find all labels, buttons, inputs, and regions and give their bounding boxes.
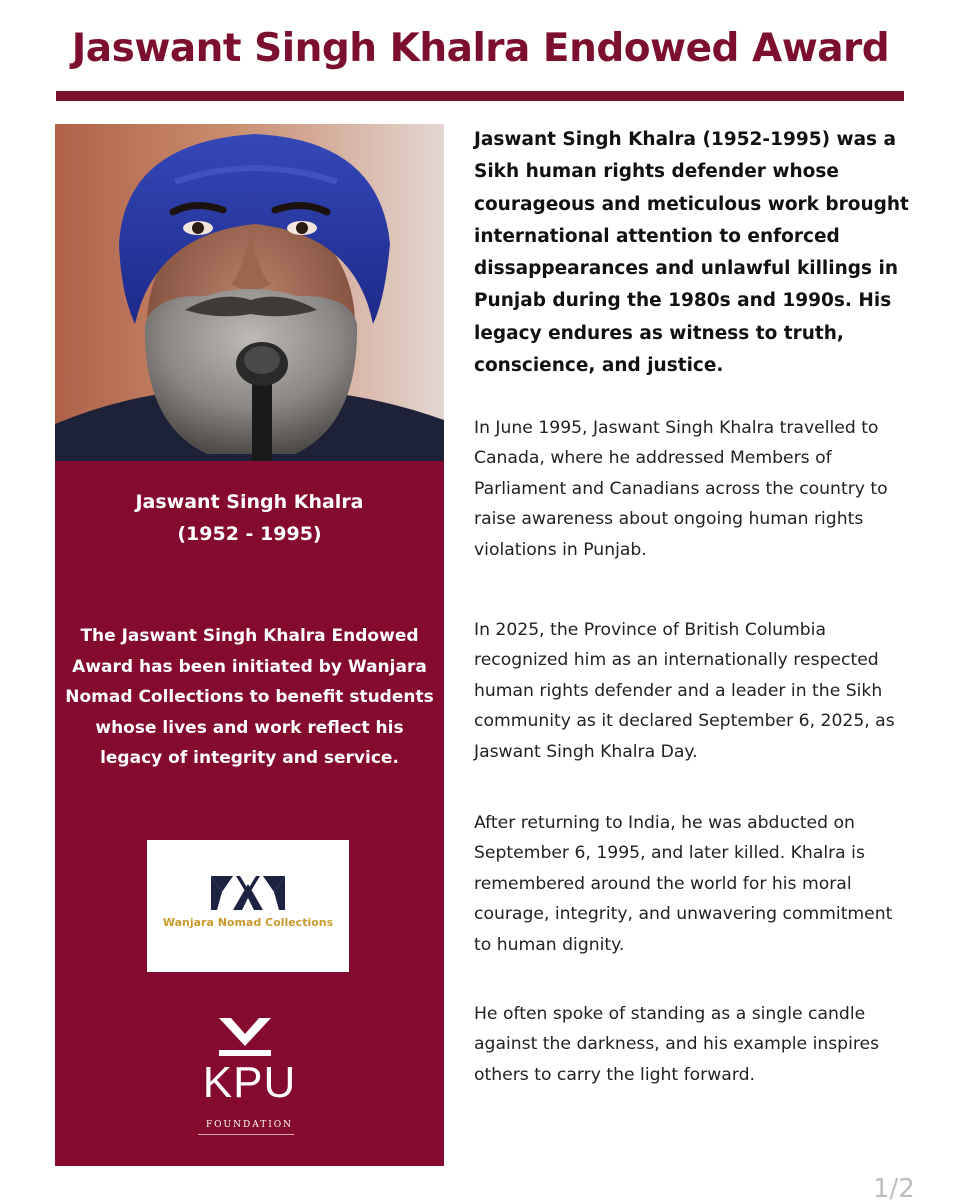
body-paragraph: He often spoke of standing as a single candle against the darkness, and his example inspires others to carry the light forward. [474,1004,880,1085]
foundation-label: FOUNDATION [205,1120,294,1130]
page-title: Jaswant Singh Khalra Endowed Award [71,26,890,71]
foundation-underline [198,1134,294,1135]
body-paragraph: In 2025, the Province of British Columbia recognized him as an internationally respected human rights defender and a leader in the Sikh community as it declared September 6, 2025, as Jaswant Singh Khalra Day. [474,620,895,762]
wanjara-logo-icon [211,876,285,910]
body-paragraph: In June 1995, Jaswant Singh Khalra travelled to Canada, where he addressed Members of Parliament and Canadians across the country to raise awareness about ongoing human rights violations in Punjab. [474,418,888,560]
person-dates: (1952 - 1995) [177,523,322,545]
sponsor-logo [147,840,349,972]
sponsor-name: Wanjara Nomad Collections [162,916,334,929]
kpu-chevron-icon [217,1018,273,1058]
person-name: Jaswant Singh Khalra [135,491,364,513]
page-indicator: 1/2 [873,1174,915,1204]
title-divider [56,91,904,101]
award-description: The Jaswant Singh Khalra Endowed Award has been initiated by Wanjara Nomad Collections to benefit students whose lives and work reflect his legacy of integrity and service. [65,626,434,768]
foundation-logo: KPU [202,1058,297,1107]
award-sidebar [55,124,444,1166]
portrait-photo [55,124,444,461]
intro-paragraph: Jaswant Singh Khalra (1952-1995) was a Sikh human rights defender whose courageous and meticulous work brought international attention to enforced dissappearances and unlawful killings in Punjab during the 1980s and 1990s. His legacy endures as witness to truth, conscience, and justice. [474,129,909,377]
body-paragraph: After returning to India, he was abducted on September 6, 1995, and later killed. Khalra is remembered around the world for his moral courage, integrity, and unwavering commitment to human dignity. [474,813,893,955]
